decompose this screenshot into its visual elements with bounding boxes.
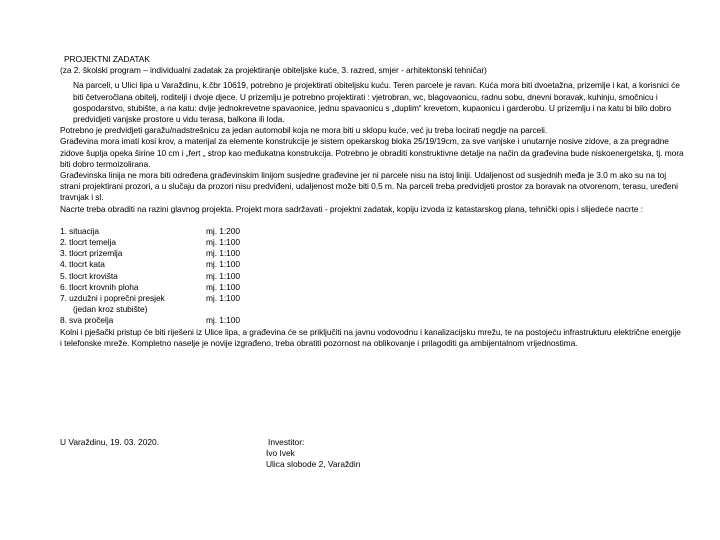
place-date: U Varaždinu, 19. 03. 2020.: [60, 437, 160, 447]
drawing-label: 6. tlocrt krovnih ploha: [60, 281, 139, 292]
drawing-label: 5. tlocrt krovišta: [60, 270, 118, 281]
drawing-label: 8. sva pročelja: [60, 315, 114, 326]
paragraph-intro: Na parceli, u Ulici lipa u Varaždinu, k.čbr 10619, potrebno je projektirati obiteljsku kuću. Teren parcele je ravan. Kuća mora biti dvoetažna, prizemlje i kat, a korisnici će biti četveročlana obitelj, roditelji i dvoje djece. U prizemlju je potrebno projektirati : vjetrobran, wc, blagovaonicu, radnu sobu, dnevni boravak, kuhinju, smočnicu i gospodarstvo, stubište, a na katu: dvije jednokrevetne spavaonice, jednu spavaonicu s „duplim“ krevetom, kupaonicu i garderobu. U prizemlju i na katu bi bilo dobro predvidjeti vanjske prostore u vidu terasa, balkona ili loda.: [73, 80, 680, 125]
drawing-scale: mj. 1:100: [206, 293, 240, 304]
drawings-list: [60, 226, 684, 327]
list-item: [60, 304, 684, 315]
drawing-scale: mj. 1:100: [206, 259, 240, 270]
list-item: [60, 315, 684, 326]
paragraph-garage: Potrebno je predvidjeti garažu/nadstrešnicu za jedan automobil koja ne mora biti u sklopu kuće, već ju treba locirati negdje na parceli.: [60, 125, 548, 136]
list-item: [60, 282, 684, 293]
drawing-label: 2. tlocrt temelja: [60, 237, 116, 248]
investor-block: [266, 437, 360, 471]
drawing-scale: mj. 1:100: [206, 281, 240, 292]
document-body: [60, 54, 684, 349]
list-item: [60, 226, 684, 237]
drawing-scale: mj. 1:100: [206, 270, 240, 281]
paragraph-access: Kolni i pješački pristup će biti riješeni iz Ulice lipa, a građevina će se priključiti na javnu vodovodnu i kanalizacijsku mrežu, te na postojeću infrastrukturu električne energije i telefonske mreže. Kompletno naselje je novije izgrađeno, treba obratiti pozornost na oblikovanje i prilagoditi ga ambijentalnom vrijednostima.: [60, 326, 681, 348]
drawing-scale: mj. 1:100: [206, 237, 240, 248]
document-title: PROJEKTNI ZADATAK: [64, 54, 150, 64]
list-item: [60, 248, 684, 259]
document-subtitle: (za 2. školski program – individualni zadatak za projektiranje obiteljske kuće, 3. razred, smjer - arhitektonski tehničar): [60, 65, 487, 76]
drawing-label: 4. tlocrt kata: [60, 259, 105, 270]
drawing-note: (jedan kroz stubište): [73, 304, 148, 315]
paragraph-structure: Građevina mora imati kosi krov, a materijal za elemente konstrukcije je sistem opekarskog bloka 25/19/19cm, za sve vanjske i unutarnje nosive zidove, a za pregradne zidove šuplja opeka širine 10 cm i „fert „ strop kao međukatna konstrukcija. Potrebno je obraditi konstruktivne detalje na način da građevina bude niskoenergetska, tj. mora biti dobro termoizolirana.: [60, 136, 684, 169]
list-item: [60, 293, 684, 304]
paragraph-building-line: Građevinska linija ne mora biti određena građevinskim linijom susjedne građevine jer ni parcele nisu na istoj liniji. Udaljenost od susjednih međa je 3.0 m ako su na toj strani projektirani prozori, a u slučaju da prozori nisu predviđeni, udaljenost može biti 0.5 m. Na parceli treba predvidjeti prostor za boravak na otvorenom, terasu, uređeni travnjak i sl.: [60, 170, 678, 203]
paragraph-drawings: Nacrte treba obraditi na razini glavnog projekta. Projekt mora sadržavati - projektni zadatak, kopiju izvoda iz katastarskog plana, tehnički opis i slijedeće nacrte :: [60, 203, 643, 214]
drawing-scale: mj. 1:200: [206, 225, 240, 236]
drawing-label: 7. uzdužni i poprečni presjek: [60, 293, 165, 304]
list-item: [60, 271, 684, 282]
investor-address: Ulica slobode 2, Varaždin: [266, 459, 361, 470]
drawing-scale: mj. 1:100: [206, 315, 240, 326]
list-item: [60, 259, 684, 270]
drawing-label: 3. tlocrt prizemlja: [60, 248, 123, 259]
drawing-scale: mj. 1:100: [206, 248, 240, 259]
investor-label: Investitor:: [268, 437, 305, 447]
investor-name: Ivo Ivek: [266, 448, 295, 459]
list-item: [60, 237, 684, 248]
drawing-label: 1. situacija: [60, 225, 99, 236]
